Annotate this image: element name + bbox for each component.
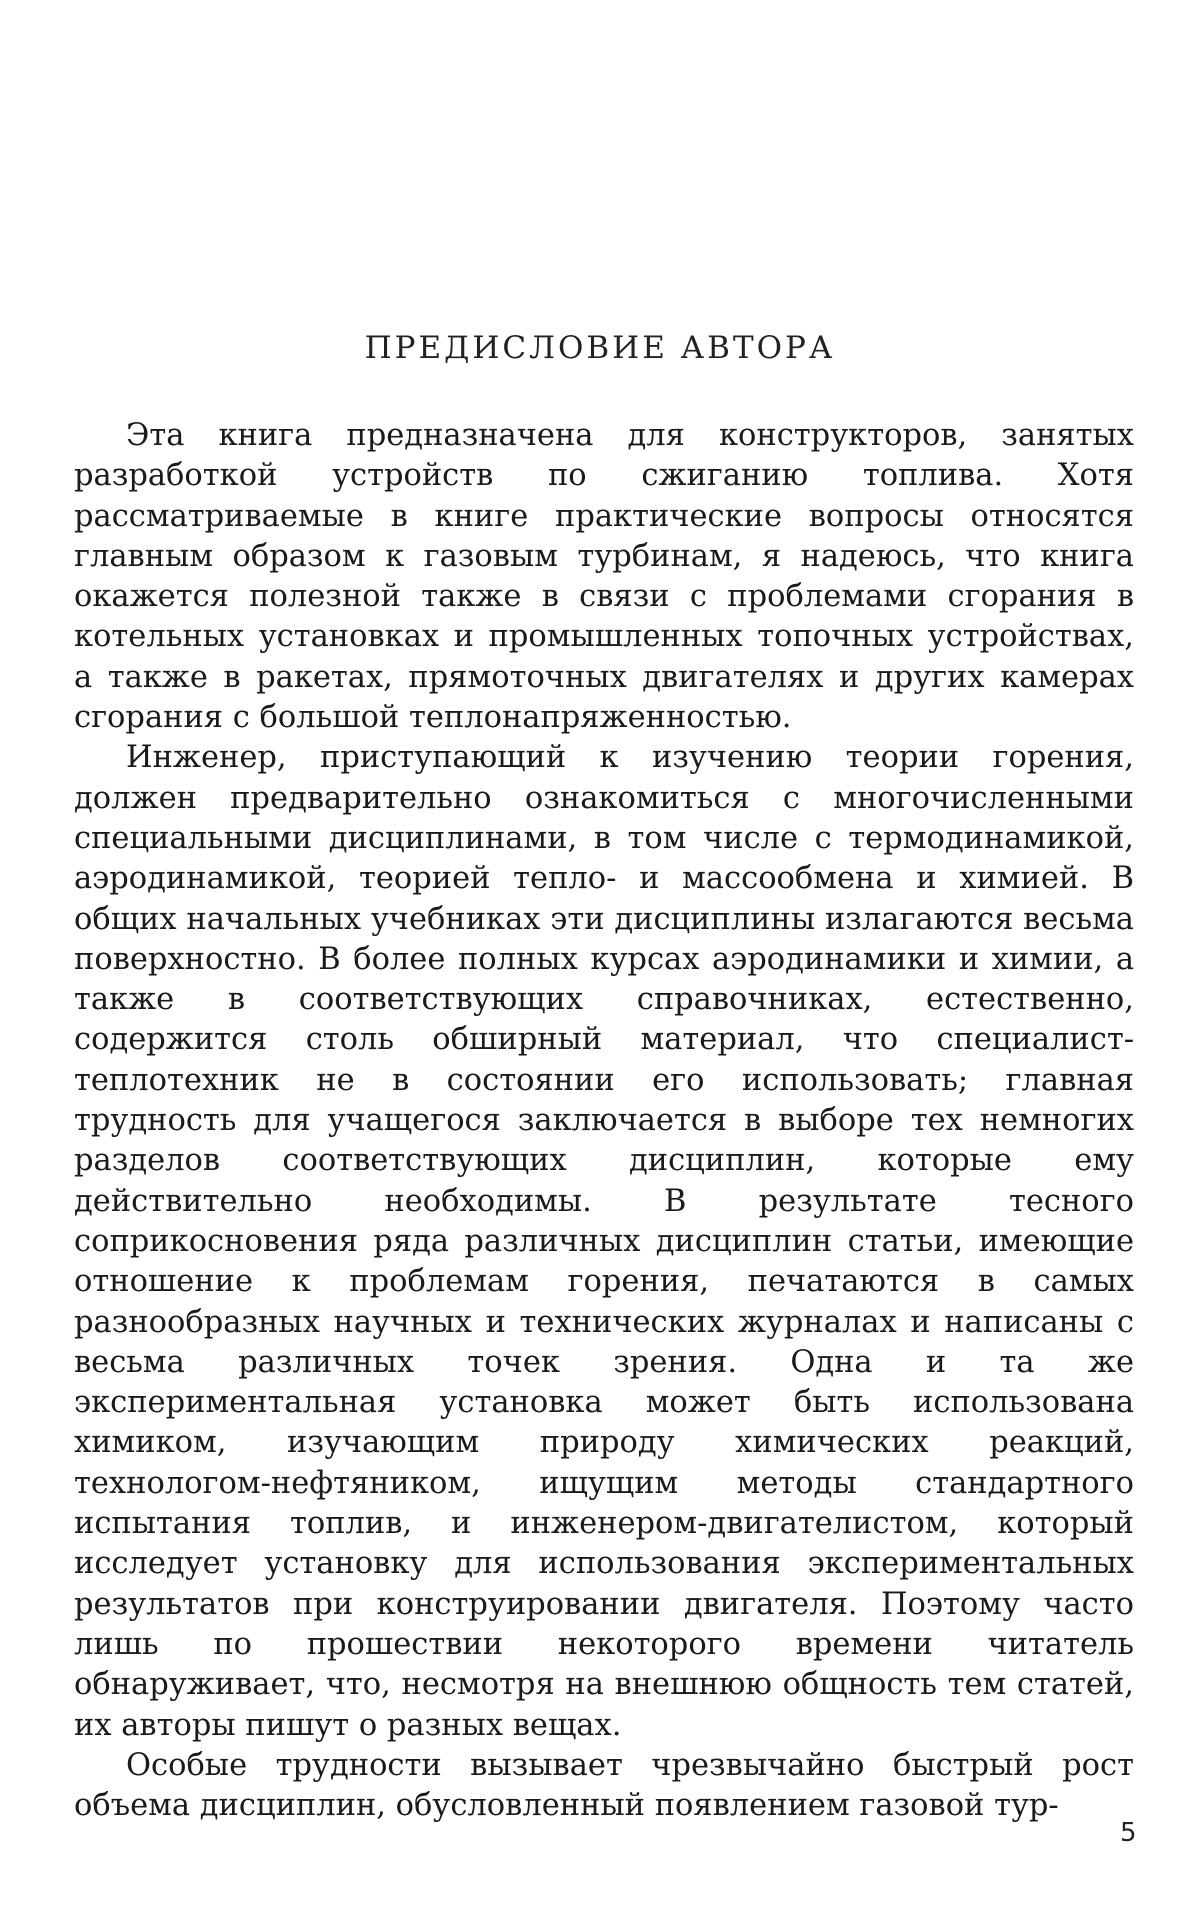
paragraph-2: Инженер, приступающий к изучению теории горения, должен предварительно ознакомиться с многочисленными специальными дисциплинами, в том числе с термодинамикой, аэродинамикой, теорией тепло- и массообмена и химией. В общих начальных учебниках эти дисциплины излагаются весьма поверхностно. В более полных курсах аэродинамики и химии, а также в соответствующих справочниках, естественно, содержится столь обширный материал, что специалист-теплотехник не в состоянии его использовать; главная трудность для учащегося заключается в выборе тех немногих разделов соответствующих дисциплин, которые ему действительно необходимы. В результате тесного соприкосновения ряда различных дисциплин статьи, имеющие отношение к проблемам горения, печатаются в самых разнообразных научных и технических журналах и написаны с весьма различных точек зрения. Одна и та же экспериментальная установка может быть использована химиком, изучающим природу химических реакций, технологом-нефтяником, ищущим методы стандартного испытания топлив, и инженером-двигателистом, который исследует установку для использования экспериментальных результатов при конструировании двигателя. Поэтому часто лишь по прошествии некоторого времени читатель обнаруживает, что, несмотря на внешнюю общность тем статей, их авторы пишут о разных вещах. (74, 740, 1134, 1743)
body-text (74, 416, 1134, 1826)
paragraph-3: Особые трудности вызывает чрезвычайно быстрый рост объема дисциплин, обусловленный появлением газовой тур- (74, 1747, 1134, 1824)
page-number: 5 (1120, 1818, 1137, 1848)
page-title: ПРЕДИСЛОВИЕ АВТОРА (364, 330, 836, 366)
paragraph-1: Эта книга предназначена для конструкторов, занятых разработкой устройств по сжиганию топлива. Хотя рассматриваемые в книге практические вопросы относятся главным образом к газовым турбинам, я надеюсь, что книга окажется полезной также в связи с проблемами сгорания в котельных установках и промышленных топочных устройствах, а также в ракетах, прямоточных двигателях и других камерах сгорания с большой теплонапряженностью. (74, 418, 1134, 736)
